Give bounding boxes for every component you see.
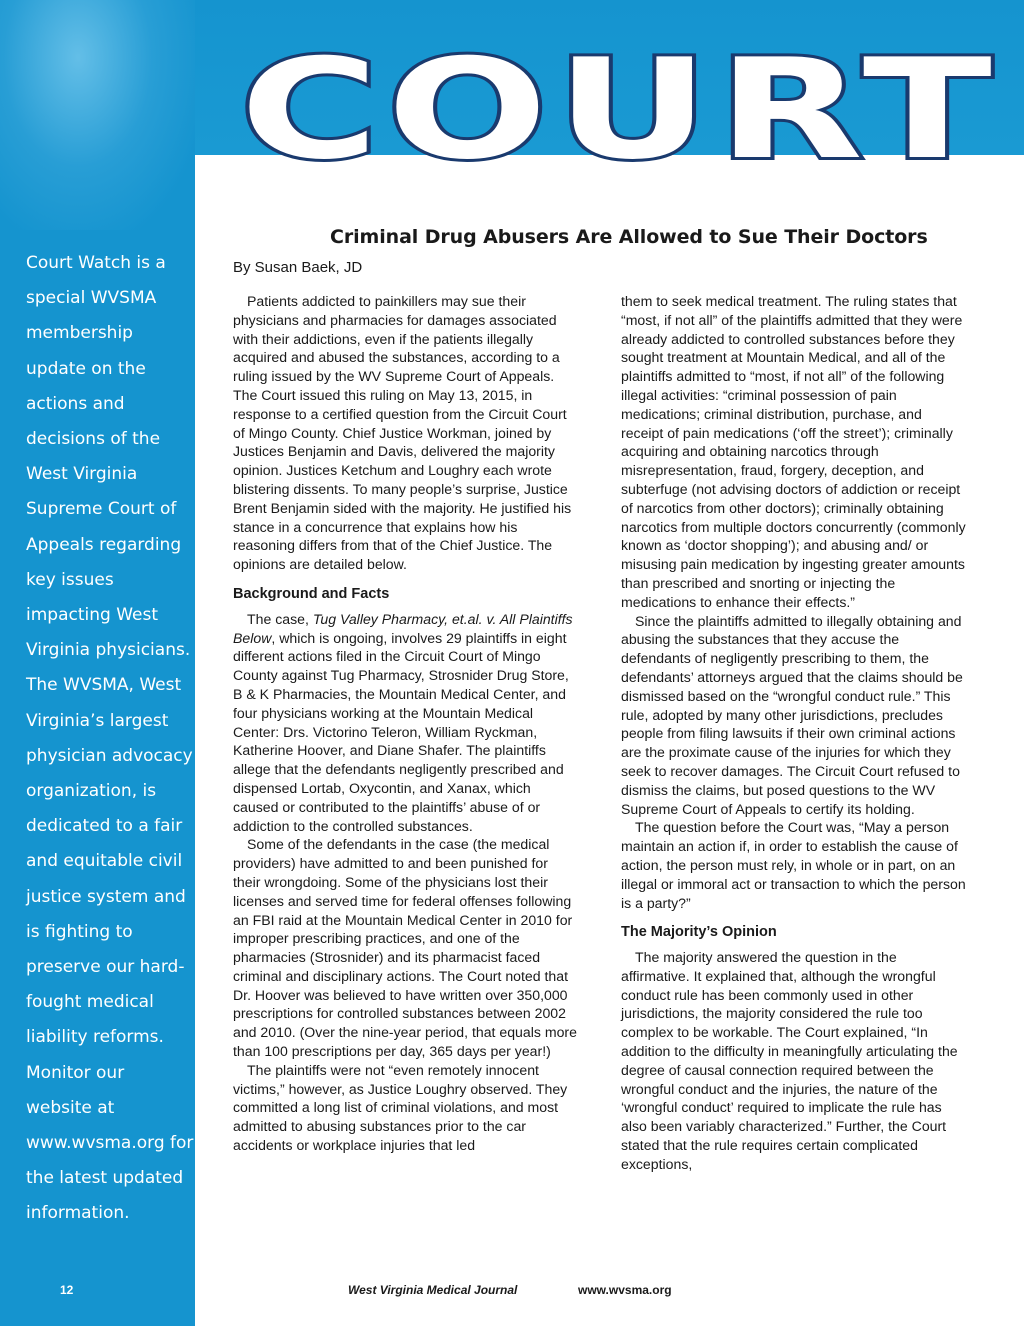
sidebar-photo: [0, 0, 195, 230]
court-logo: [225, 45, 1015, 175]
heading-majority: The Majority’s Opinion: [621, 924, 777, 941]
court-title: COURT: [240, 45, 1000, 175]
footer-journal-name: West Virginia Medical Journal: [348, 1283, 518, 1297]
case-rest: , which is ongoing, involves 29 plaintiffs in eight different actions filed in the Circuit Court of Mingo County against Tug Pharmacy, Strosnider Drug Store, B & K Pharmacies, the Mountain Medical Center, and four physicians working at the Mountain Medical Center: Drs. Victorino Teleron, William Ryckman, Katherine Hoover, and Diane Shafer. The plaintiffs allege that the defendants negligently prescribed and dispensed Lortab, Oxycontin, and Xanax, which caused or contributed to the plaintiffs’ abuse of or addiction to the controlled substances.: [233, 629, 569, 834]
paragraph-intro: Patients addicted to painkillers may sue their physicians and pharmacies for damages associated with their addictions, even if the patients illegally acquired and abused the substances, according to a ruling issued by the WV Supreme Court of Appeals. The Court issued this ruling on May 13, 2015, in response to a certified question from the Circuit Court of Mingo County. Chief Justice Workman, joined by Justices Benjamin and Davis, delivered the majority opinion. Justices Ketchum and Loughry each wrote blistering dissents. To many people’s surprise, Justice Brent Benjamin sided with the majority. He justified his stance in a concurrence that explains how his reasoning differs from that of the Chief Justice. The opinions are detailed below.: [233, 293, 572, 573]
article-column-right: [621, 292, 966, 1174]
article-byline: By Susan Baek, JD: [233, 259, 363, 276]
article-headline: Criminal Drug Abusers Are Allowed to Sue Their Doctors: [330, 226, 928, 248]
paragraph-illegal-activities: them to seek medical treatment. The ruling states that “most, if not all” of the plaintiffs admitted that they were already addicted to controlled substances before they sought treatment at Mountain Medical, and all of the plaintiffs admitted to “most, if not all” of the following illegal activities: “criminal possession of pain medications; criminal distribution, purchase, and receipt of pain medications (‘off the street’); criminally acquiring and obtaining narcotics through misrepresentation, fraud, forgery, deception, and subterfuge (not advising doctors of addiction or receipt of narcotics from other doctors); criminally obtaining narcotics from multiple doctors concurrently (commonly known as ‘doctor shopping’); and abusing and/ or misusing pain medication by ingesting greater amounts than prescribed and snorting or injecting the medications to enhance their effects.”: [621, 293, 966, 610]
court-watch-blurb: Court Watch is a special WVSMA membership update on the actions and decisions of the West Virginia Supreme Court of Appeals regarding key issues impacting West Virginia physicians. The WVSMA, West Virginia’s largest physician advocacy organization, is dedicated to a fair and equitable civil justice system and is fighting to preserve our hard-fought medical liability reforms. Monitor our website at www.wvsma.org for the latest updated information.: [26, 253, 194, 1224]
paragraph-case: [233, 610, 578, 836]
paragraph-wrongful-conduct: Since the plaintiffs admitted to illegally obtaining and abusing the substances that they accuse the defendants of negligently prescribing to them, the defendants’ attorneys argued that the claims should be dismissed based on the “wrongful conduct rule.” This rule, adopted by many other jurisdictions, precludes people from filing lawsuits if their own criminal actions are the proximate cause of the injuries for which they seek to recover damages. The Circuit Court refused to dismiss the claims, but posed questions to the WV Supreme Court of Appeals to certify its holding.: [621, 612, 963, 817]
heading-background: Background and Facts: [233, 585, 390, 602]
page-number: 12: [60, 1283, 74, 1297]
case-lead: The case,: [247, 610, 313, 627]
paragraph-defendants: Some of the defendants in the case (the medical providers) have admitted to and been punished for their wrongdoing. Some of the physicians lost their licenses and served time for federal offenses following an FBI raid at the Mountain Medical Center in 2010 for improper prescribing practices, and one of the pharmacies (Strosnider) and its pharmacist faced criminal and disciplinary actions. The Court noted that Dr. Hoover was believed to have written over 350,000 prescriptions for controlled substances between 2002 and 2010. (Over the nine-year period, that equals more than 100 prescriptions per day, 365 days per year!): [233, 836, 577, 1060]
paragraph-question: The question before the Court was, “May a person maintain an action if, in order to establish the cause of action, the person must rely, in whole or in part, on an illegal or immoral act or transaction to which the person is a party?”: [621, 819, 966, 911]
footer-website: www.wvsma.org: [578, 1283, 672, 1297]
case-name: Tug Valley Pharmacy, et.al. v. All Plaintiffs Below: [233, 610, 573, 646]
article-column-left: [233, 292, 578, 1155]
sidebar: [0, 0, 195, 1326]
paragraph-plaintiffs: The plaintiffs were not “even remotely innocent victims,” however, as Justice Loughry observed. They committed a long list of criminal violations, and most admitted to abusing substances prior to the car accidents or workplace injuries that led: [233, 1061, 568, 1154]
paragraph-majority: The majority answered the question in the affirmative. It explained that, although the wrongful conduct rule has been commonly used in other jurisdictions, the majority considered the rule too complex to be workable. The Court explained, “In addition to the difficulty in meaningfully articulating the degree of causal connection required between the wrongful conduct and the injuries, the nature of the ‘wrongful conduct’ required to implicate the rule has also been variably characterized.” Further, the Court stated that the rule requires certain complicated exceptions,: [621, 949, 958, 1172]
